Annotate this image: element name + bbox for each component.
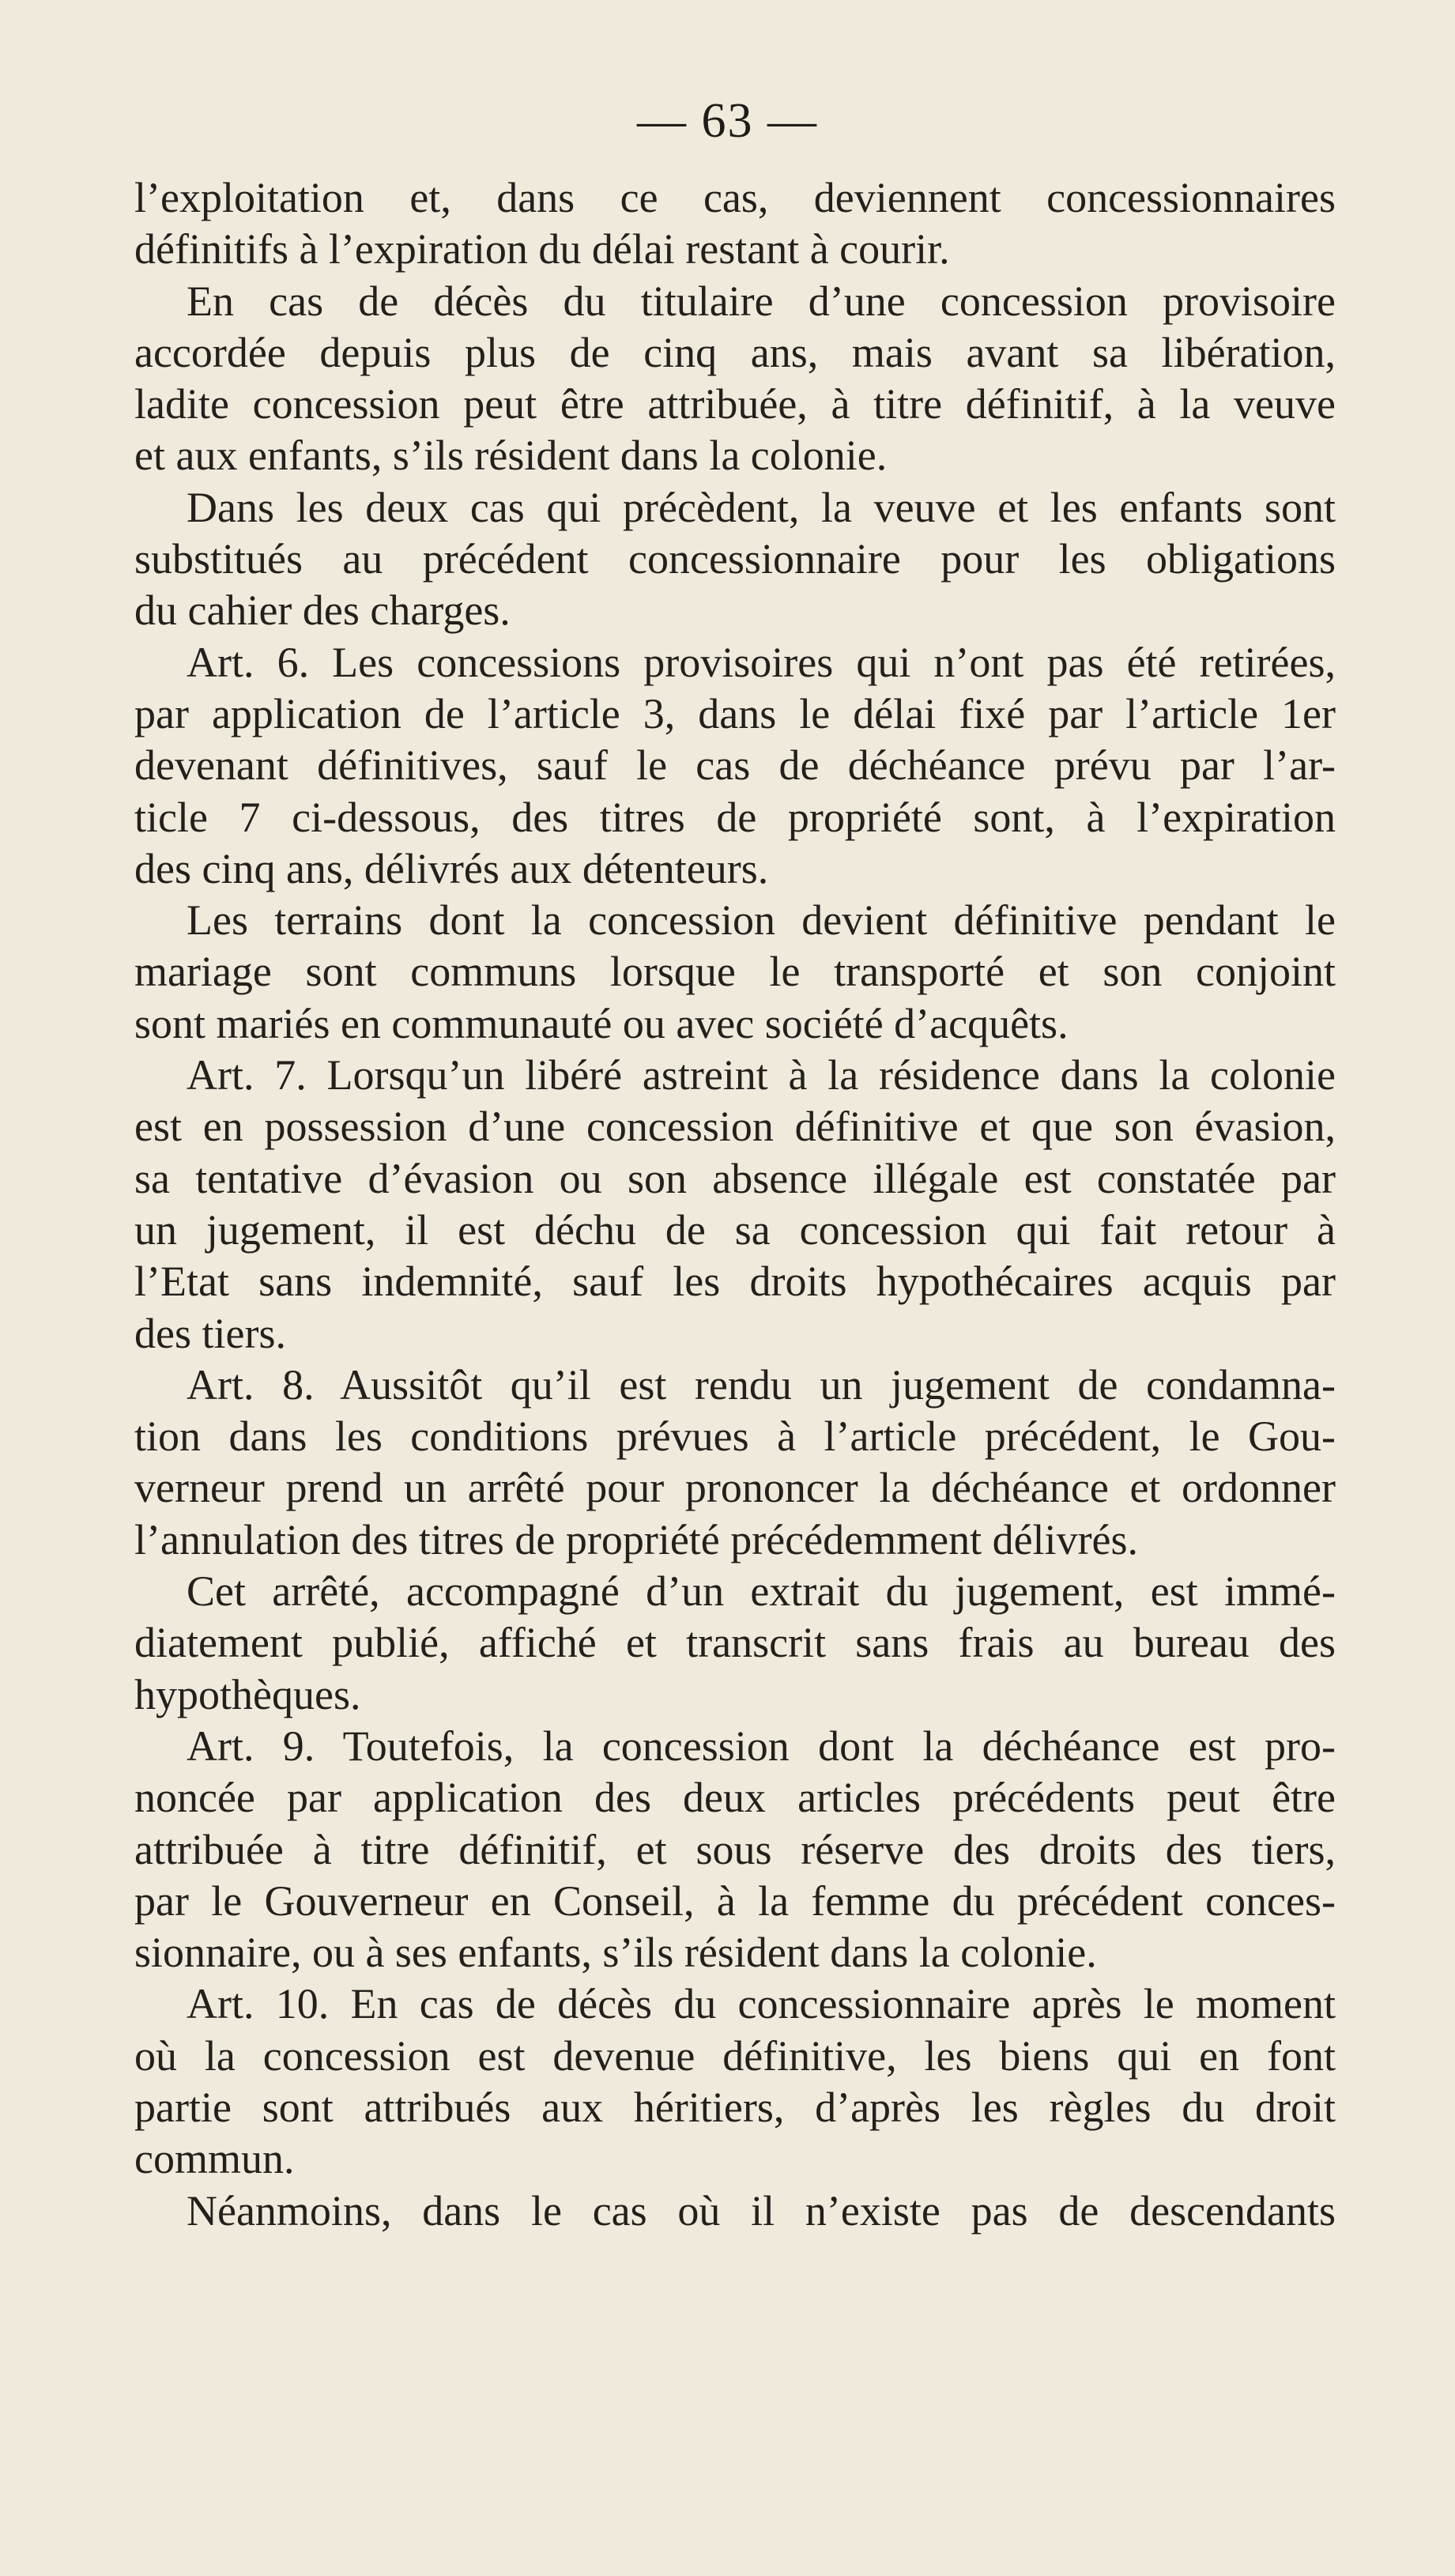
text-line: accordée depuis plus de cinq ans, mais avant sa libération, bbox=[134, 328, 1336, 376]
text-line: noncée par application des deux articles précédents peut être bbox=[134, 1774, 1336, 1822]
text-line: un jugement, il est déchu de sa concession qui fait retour à bbox=[134, 1205, 1336, 1254]
text-line: des tiers. bbox=[134, 1309, 286, 1357]
text-line: partie sont attribués aux héritiers, d’après les règles du droit bbox=[134, 2083, 1336, 2131]
text-line: hypothèques. bbox=[134, 1670, 361, 1718]
text-line: l’annulation des titres de propriété précédemment délivrés. bbox=[134, 1515, 1139, 1563]
text-line: Cet arrêté, accompagné d’un extrait du jugement, est immé- bbox=[187, 1567, 1336, 1616]
text-line: sionnaire, ou à ses enfants, s’ils résident dans la colonie. bbox=[134, 1929, 1097, 1977]
text-line: des cinq ans, délivrés aux détenteurs. bbox=[134, 844, 769, 892]
text-line: ticle 7 ci-dessous, des titres de propriété sont, à l’expiration bbox=[134, 793, 1336, 841]
text-line: Art. 6. Les concessions provisoires qui n’ont pas été retirées, bbox=[187, 638, 1336, 686]
text-line: du cahier des charges. bbox=[134, 586, 511, 635]
text-line: Néanmoins, dans le cas où il n’existe pas de descendants bbox=[187, 2186, 1336, 2235]
text-line: l’Etat sans indemnité, sauf les droits hypothécaires acquis par bbox=[134, 1258, 1336, 1306]
text-line: diatement publié, affiché et transcrit sans frais au bureau des bbox=[134, 1619, 1336, 1667]
text-line: En cas de décès du titulaire d’une concession provisoire bbox=[187, 277, 1336, 325]
text-line: Art. 8. Aussitôt qu’il est rendu un jugement de condamna- bbox=[187, 1360, 1336, 1409]
text-line: définitifs à l’expiration du délai restant à courir. bbox=[134, 225, 950, 273]
text-line: l’exploitation et, dans ce cas, deviennent concessionnaires bbox=[134, 174, 1336, 221]
page-number: — 63 — bbox=[637, 94, 818, 148]
text-line: Art. 10. En cas de décès du concessionnaire après le moment bbox=[187, 1980, 1336, 2028]
text-line: est en possession d’une concession définitive et que son évasion, bbox=[134, 1103, 1336, 1151]
text-line: mariage sont communs lorsque le transporté et son conjoint bbox=[134, 948, 1336, 996]
body-text bbox=[134, 172, 1336, 2237]
text-line: devenant définitives, sauf le cas de déchéance prévu par l’ar- bbox=[134, 741, 1336, 790]
text-line: Art. 7. Lorsqu’un libéré astreint à la résidence dans la colonie bbox=[187, 1051, 1336, 1099]
text-line: sont mariés en communauté ou avec société d’acquêts. bbox=[134, 999, 1069, 1047]
text-line: et aux enfants, s’ils résident dans la colonie. bbox=[134, 432, 888, 480]
text-line: ladite concession peut être attribuée, à titre définitif, à la veuve bbox=[134, 380, 1336, 428]
text-line: où la concession est devenue définitive, les biens qui en font bbox=[134, 2031, 1336, 2080]
text-line: sa tentative d’évasion ou son absence illégale est constatée par bbox=[134, 1154, 1336, 1202]
text-line: commun. bbox=[134, 2135, 295, 2183]
text-line: tion dans les conditions prévues à l’article précédent, le Gou- bbox=[134, 1412, 1336, 1461]
text-line: Art. 9. Toutefois, la concession dont la déchéance est pro- bbox=[187, 1722, 1336, 1770]
text-line: Les terrains dont la concession devient définitive pendant le bbox=[187, 896, 1336, 945]
text-line: Dans les deux cas qui précèdent, la veuve et les enfants sont bbox=[187, 483, 1336, 531]
text-line: par le Gouverneur en Conseil, à la femme du précédent conces- bbox=[134, 1876, 1336, 1925]
text-line: par application de l’article 3, dans le délai fixé par l’article 1er bbox=[134, 689, 1336, 737]
text-line: attribuée à titre définitif, et sous réserve des droits des tiers, bbox=[134, 1825, 1336, 1873]
text-line: substitués au précédent concessionnaire pour les obligations bbox=[134, 535, 1336, 583]
text-line: verneur prend un arrêté pour prononcer la déchéance et ordonner bbox=[134, 1464, 1336, 1512]
